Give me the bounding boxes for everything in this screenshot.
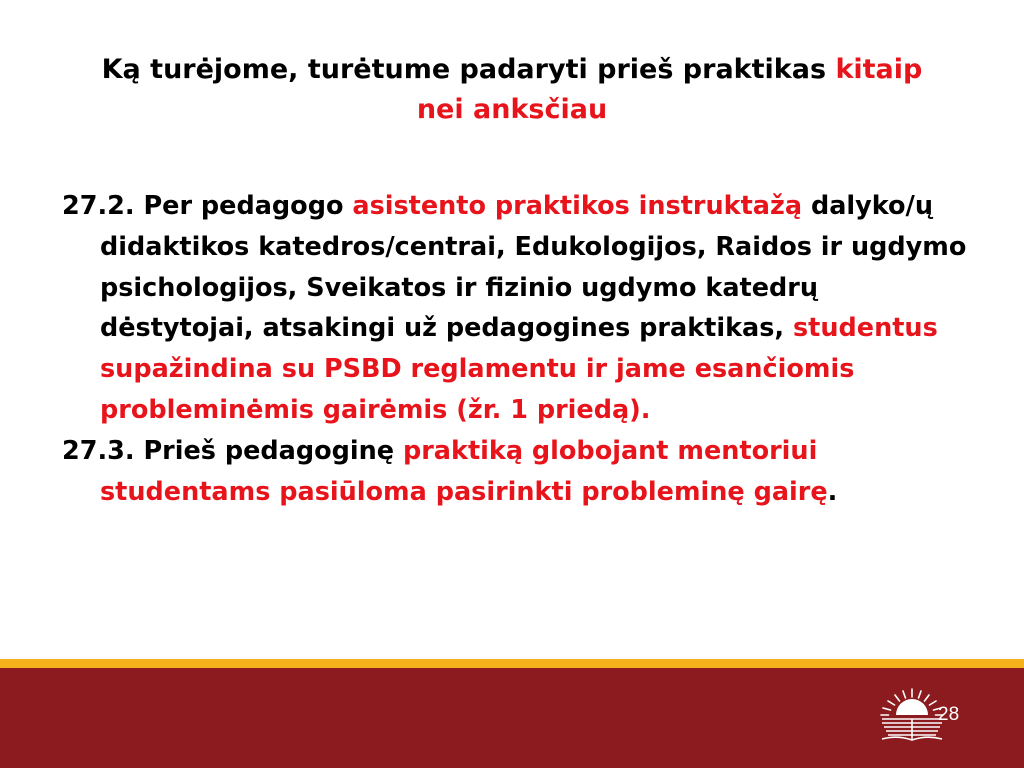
paragraph-27-2 [62, 186, 972, 431]
slide-content [62, 186, 972, 512]
footer-stripe [0, 659, 1024, 668]
title-highlight-1: kitaip [835, 54, 923, 85]
title-text: Ką turėjome, turėtume padaryti prieš praktikas [101, 54, 836, 85]
paragraph-highlight: asistento praktikos instruktažą [352, 191, 803, 221]
slide-title [40, 50, 984, 130]
paragraph-text: dalyko/ų didaktikos katedros/centrai, Edukologijos, Raidos ir ugdymo psichologijos, Sveikatos ir fizinio ugdymo katedrų dėstytojai, atsakingi už pedagogines praktikas, [100, 191, 967, 344]
paragraph-highlight: praktiką globojant mentoriui studentams pasiūloma pasirinkti probleminę gairę [100, 435, 828, 507]
footer-bar [0, 668, 1024, 768]
title-highlight-2: nei anksčiau [416, 94, 608, 125]
paragraph-text: Prieš pedagoginę [134, 435, 403, 466]
page-number: 28 [938, 704, 960, 725]
paragraph-27-3 [62, 431, 972, 513]
paragraph-text: Per pedagogo [134, 191, 353, 221]
paragraph-number: 27.2. [62, 191, 135, 221]
paragraph-number: 27.3. [62, 435, 135, 466]
paragraph-text: . [827, 476, 838, 507]
paragraph-highlight: studentus supažindina su PSBD reglamentu ir jame esančiomis probleminėmis gairėmis (žr. 1 priedą). [100, 313, 938, 425]
